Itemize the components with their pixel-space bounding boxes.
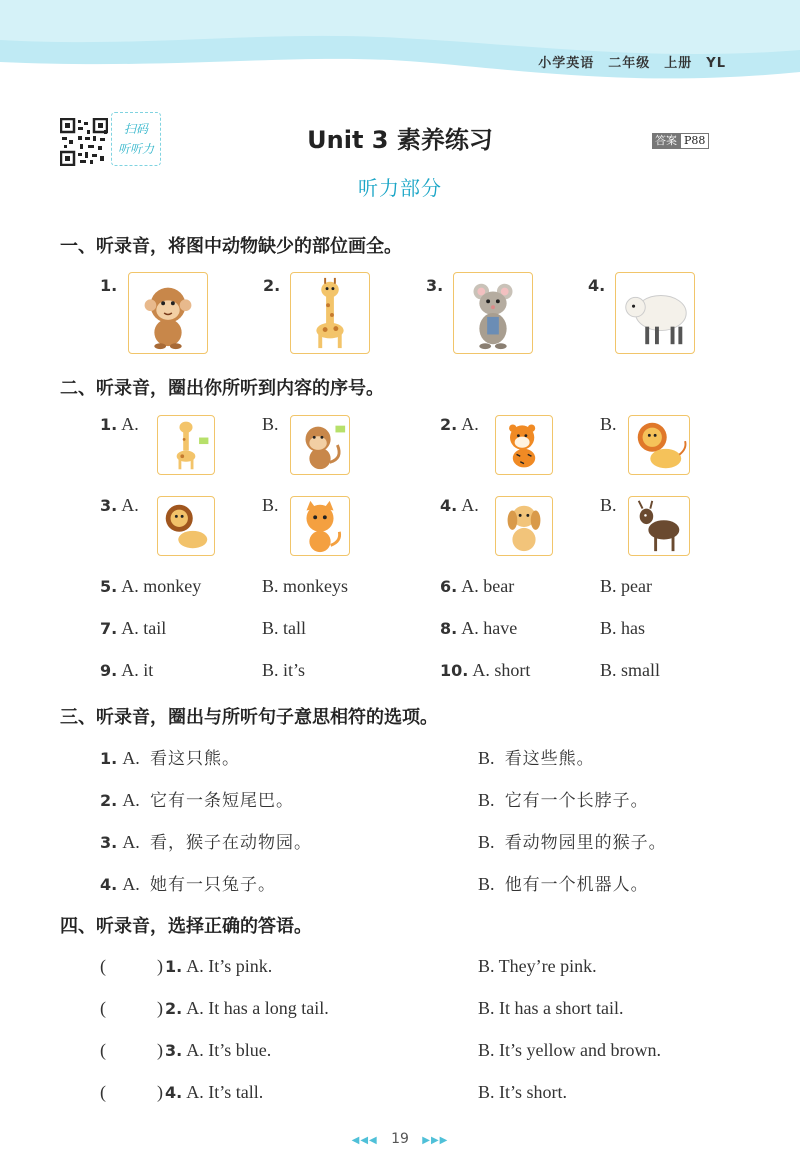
giraffe-image (290, 272, 370, 354)
option-a-label[interactable]: A. (461, 414, 479, 434)
option-b-text[interactable]: B. It has a short tail. (478, 998, 624, 1018)
option-b-text[interactable]: 看这些熊。 (504, 749, 595, 769)
previous-page-arrows[interactable]: ◀◀◀ (351, 1135, 378, 1146)
option-b-text[interactable]: B. They’re pink. (478, 956, 597, 976)
option-b-label: B. (478, 874, 495, 894)
part3-item-number: 4. (100, 875, 118, 894)
part3-item-number: 3. (100, 833, 118, 852)
option-b-text[interactable]: B. It’s yellow and brown. (478, 1040, 661, 1060)
answer-bracket-close: ) (157, 956, 163, 976)
option-b-label[interactable]: B. pear (600, 576, 652, 596)
part4-item-number: 1. (165, 957, 183, 976)
option-b-label[interactable]: B. (600, 414, 617, 434)
mouse-image (453, 272, 533, 354)
part2-item-number: 2. (440, 415, 458, 434)
dog-option-image[interactable] (495, 496, 553, 556)
lion-option-image[interactable] (628, 415, 690, 475)
part1-heading: 一、听录音，将图中动物缺少的部位画全。 (60, 236, 402, 257)
option-a-label[interactable]: A. it (121, 660, 154, 680)
option-a-label[interactable]: A. (121, 495, 139, 515)
answer-blank[interactable] (123, 998, 153, 1020)
answer-bracket-close: ) (157, 1082, 163, 1102)
sheep-image (615, 272, 695, 354)
cat-option-image[interactable] (290, 496, 350, 556)
answer-blank[interactable] (123, 956, 153, 978)
scan-to-listen-label: 扫码 听听力 (111, 112, 161, 166)
option-b-label: B. (478, 832, 495, 852)
option-a-label[interactable]: A. short (472, 660, 531, 680)
option-a-text[interactable]: A. It has a long tail. (186, 998, 329, 1018)
answer-bracket-open: ( (100, 956, 106, 976)
option-a-label: A. (122, 790, 140, 810)
option-b-label: B. (478, 748, 495, 768)
part2-item-number: 3. (100, 496, 118, 515)
part4-heading: 四、听录音，选择正确的答语。 (60, 916, 312, 937)
option-a-label[interactable]: A. monkey (121, 576, 202, 596)
option-a-label[interactable]: A. tail (121, 618, 167, 638)
option-a-text[interactable]: A. It’s pink. (186, 956, 273, 976)
answer-bracket-open: ( (100, 1040, 106, 1060)
page-number: 19 (391, 1131, 409, 1147)
option-a-label: A. (122, 874, 140, 894)
part3-heading: 三、听录音，圈出与所听句子意思相符的选项。 (60, 707, 438, 728)
part2-item-number: 4. (440, 496, 458, 515)
part1-item-number: 3. (426, 276, 444, 295)
option-b-label[interactable]: B. tall (262, 618, 306, 638)
option-b-text[interactable]: 它有一个长脖子。 (504, 791, 649, 811)
page-title: Unit 3 素养练习 (307, 126, 493, 154)
option-b-label[interactable]: B. monkeys (262, 576, 349, 596)
part2-item-number: 5. (100, 577, 118, 596)
option-a-text[interactable]: 看，猴子在动物园。 (149, 833, 312, 853)
monkey-image (128, 272, 208, 354)
option-a-text[interactable]: A. It’s tall. (186, 1082, 264, 1102)
part2-heading: 二、听录音，圈出你所听到内容的序号。 (60, 378, 384, 399)
option-b-label[interactable]: B. has (600, 618, 645, 638)
next-page-arrows[interactable]: ▶▶▶ (422, 1135, 449, 1146)
option-a-text[interactable]: A. It’s blue. (186, 1040, 272, 1060)
part4-item-number: 4. (165, 1083, 183, 1102)
option-b-label[interactable]: B. (262, 495, 279, 515)
part1-item-number: 2. (263, 276, 281, 295)
answer-reference: 答案 P88 (652, 133, 709, 149)
option-b-label[interactable]: B. small (600, 660, 661, 680)
option-a-label: A. (122, 832, 140, 852)
option-a-label: A. (122, 748, 140, 768)
option-b-text[interactable]: 他有一个机器人。 (504, 875, 649, 895)
part2-item-number: 6. (440, 577, 458, 596)
answer-bracket-close: ) (157, 1040, 163, 1060)
option-b-label: B. (478, 790, 495, 810)
lion-option-image[interactable] (157, 496, 215, 556)
part1-item-number: 4. (588, 276, 606, 295)
part1-item-number: 1. (100, 276, 118, 295)
section-subtitle: 听力部分 (358, 176, 442, 200)
option-a-label[interactable]: A. (461, 495, 479, 515)
tiger-option-image[interactable] (495, 415, 553, 475)
option-b-text[interactable]: B. It’s short. (478, 1082, 568, 1102)
answer-bracket-open: ( (100, 998, 106, 1018)
header-wave (0, 0, 800, 90)
part4-item-number: 3. (165, 1041, 183, 1060)
part2-item-number: 9. (100, 661, 118, 680)
part4-item-number: 2. (165, 999, 183, 1018)
part2-item-number: 10. (440, 661, 469, 680)
option-b-label[interactable]: B. it’s (262, 660, 306, 680)
part3-item-number: 2. (100, 791, 118, 810)
option-b-text[interactable]: 看动物园里的猴子。 (504, 833, 667, 853)
option-a-label[interactable]: A. bear (461, 576, 515, 596)
option-b-label[interactable]: B. (262, 414, 279, 434)
book-series-label: 小学英语 二年级 上册 YL (538, 56, 726, 71)
option-a-text[interactable]: 她有一只兔子。 (149, 875, 276, 895)
option-a-label[interactable]: A. have (461, 618, 518, 638)
part2-item-number: 7. (100, 619, 118, 638)
answer-blank[interactable] (123, 1040, 153, 1062)
option-a-label[interactable]: A. (121, 414, 139, 434)
monkey-option-image[interactable] (290, 415, 350, 475)
giraffe-option-image[interactable] (157, 415, 215, 475)
page-footer (0, 1131, 800, 1147)
answer-bracket-open: ( (100, 1082, 106, 1102)
part2-item-number: 8. (440, 619, 458, 638)
option-a-text[interactable]: 看这只熊。 (149, 749, 240, 769)
goat-option-image[interactable] (628, 496, 690, 556)
answer-bracket-close: ) (157, 998, 163, 1018)
part2-item-number: 1. (100, 415, 118, 434)
answer-blank[interactable] (123, 1082, 153, 1104)
option-b-label[interactable]: B. (600, 495, 617, 515)
option-a-text[interactable]: 它有一条短尾巴。 (149, 791, 294, 811)
part3-item-number: 1. (100, 749, 118, 768)
